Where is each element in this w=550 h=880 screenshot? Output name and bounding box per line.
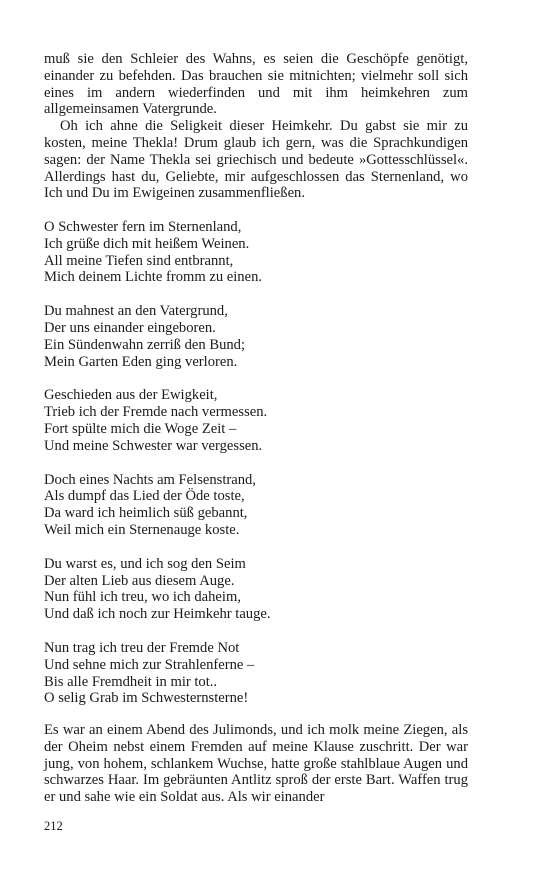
verse-line: All meine Tiefen sind entbrannt, (44, 252, 234, 269)
verse-line: Bis alle Fremdheit in mir tot.. (44, 673, 218, 690)
paragraph: Es war an einem Abend des Julimonds, und ich molk meine Ziegen, als der Oheim nebst einem Fremden auf meine Klause zuschritt. Der war jung, von hohem, schlankem Wuchse, hatte große stahlblaue Augen und schwarzes Haar. Im gebräunten Antlitz sproß der erste Bart. Waffen trug er und sahe wie ein Soldat aus. Als wir einander (44, 722, 468, 806)
verse-line: Und sehne mich zur Strahlenferne – (44, 656, 255, 673)
verse-line: Trieb ich der Fremde nach vermessen. (44, 404, 268, 421)
verse-line: Als dumpf das Lied der Öde toste, (44, 488, 245, 505)
verse-line: Und daß ich noch zur Heimkehr tauge. (44, 606, 271, 623)
verse-line: Nun fühl ich treu, wo ich daheim, (44, 589, 241, 606)
verse-line: Nun trag ich treu der Fremde Not (44, 639, 240, 656)
verse-line: Der uns einander eingeboren. (44, 319, 216, 336)
stanza (44, 472, 468, 539)
verse-line: Ich grüße dich mit heißem Weinen. (44, 235, 250, 252)
poem (44, 219, 468, 724)
verse-line: Weil mich ein Sternenauge koste. (44, 521, 240, 538)
verse-line: Du mahnest an den Vatergrund, (44, 303, 228, 320)
page-number: 212 (44, 819, 63, 833)
verse-line: Geschieden aus der Ewigkeit, (44, 387, 218, 404)
verse-line: Fort spülte mich die Woge Zeit – (44, 420, 237, 437)
prose-top (44, 51, 468, 202)
verse-line: Ein Sündenwahn zerriß den Bund; (44, 336, 246, 353)
stanza (44, 556, 468, 623)
verse-line: Der alten Lieb aus diesem Auge. (44, 572, 235, 589)
verse-line: O Schwester fern im Sternenland, (44, 219, 242, 235)
verse-line: Mich deinem Lichte fromm zu einen. (44, 269, 263, 286)
paragraph: Oh ich ahne die Seligkeit dieser Heimkehr. Du gabst sie mir zu kosten, meine Thekla! Drum glaub ich gern, was die Sprachkundigen sagen: der Name Thekla sei griechisch und bedeute »Gottesschlüssel«. Allerdings hast du, Geliebte, mir aufgeschlossen das Sternenland, wo Ich und Du im Ewigeinen zusammenfließen. (44, 118, 468, 202)
verse-line: Doch eines Nachts am Felsenstrand, (44, 471, 256, 488)
stanza (44, 640, 468, 707)
verse-line: Da ward ich heimlich süß gebannt, (44, 505, 248, 522)
verse-line: O selig Grab im Schwesternsterne! (44, 690, 249, 707)
verse-line: Und meine Schwester war vergessen. (44, 437, 263, 454)
prose-bottom (44, 722, 468, 806)
verse-line: Du warst es, und ich sog den Seim (44, 555, 246, 572)
paragraph: muß sie den Schleier des Wahns, es seien die Geschöpfe genötigt, einander zu befehden. Das brauchen sie mitnichten; vielmehr soll sich eines im andern wiederfinden und mit ihm heimkehren zum allgemeinsamen Vatergrunde. (44, 51, 468, 118)
stanza (44, 387, 468, 454)
stanza (44, 219, 468, 286)
stanza (44, 303, 468, 370)
verse-line: Mein Garten Eden ging verloren. (44, 353, 238, 370)
